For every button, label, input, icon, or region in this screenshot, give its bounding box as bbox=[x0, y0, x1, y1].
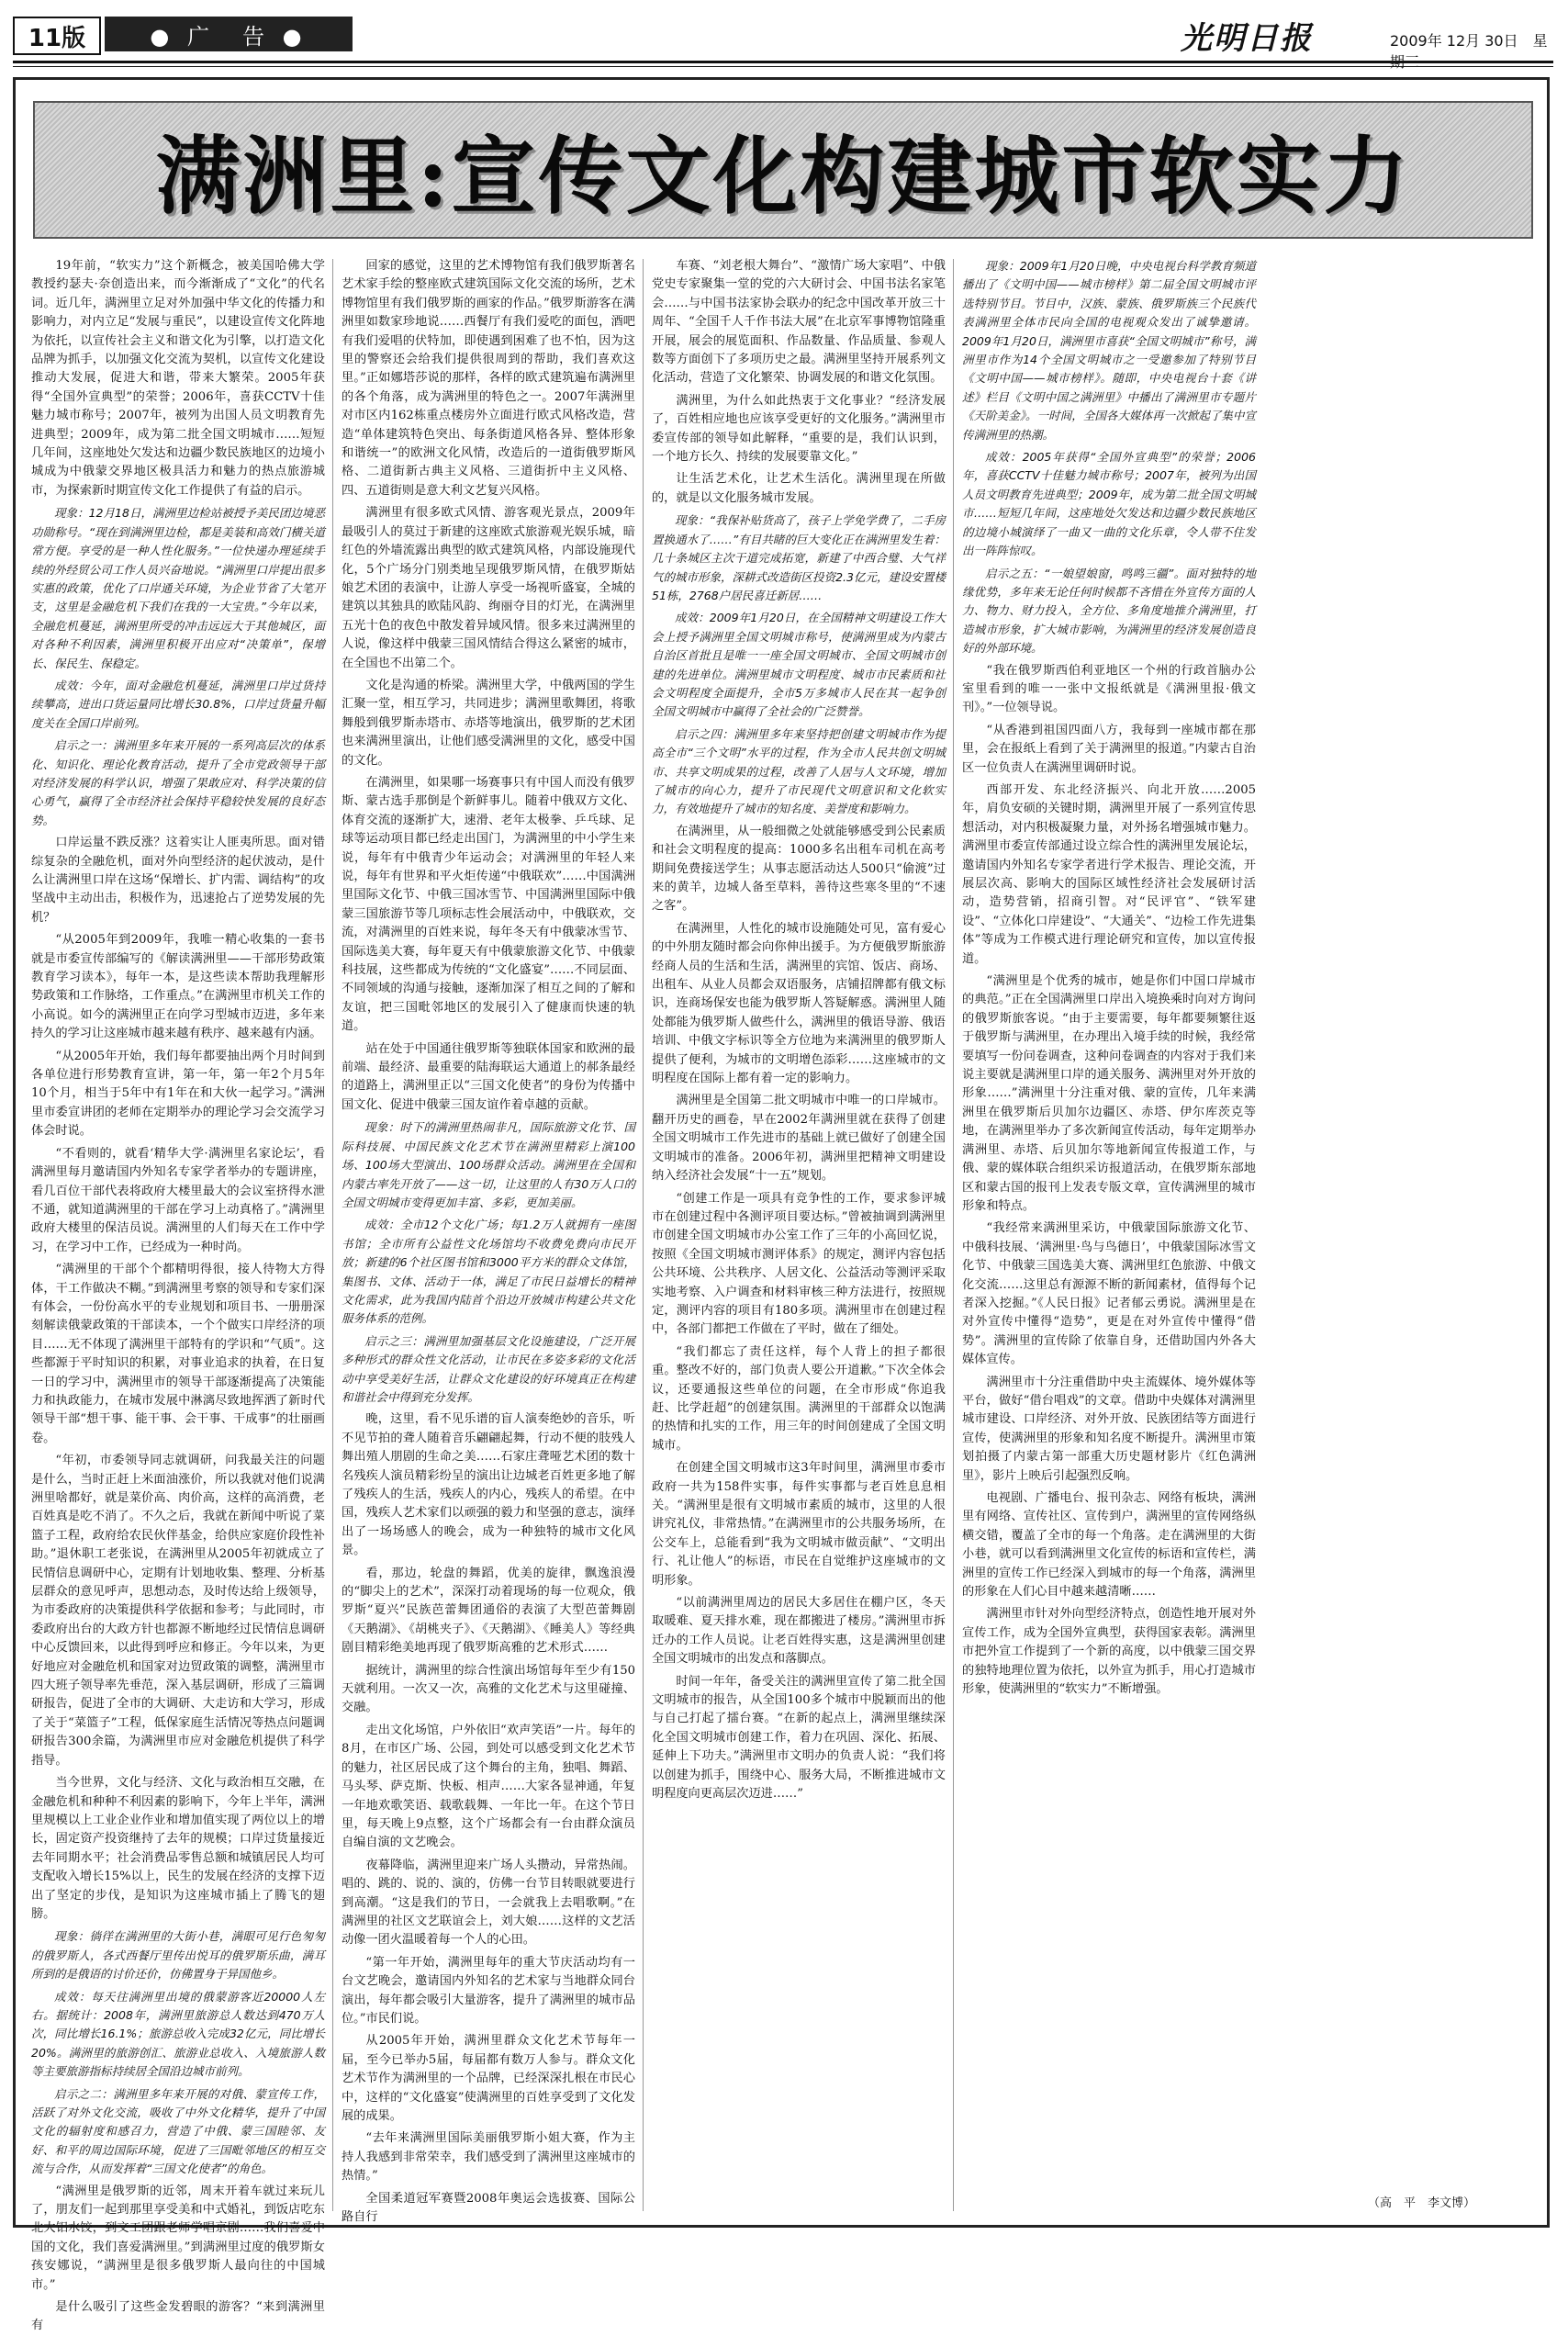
article-paragraph: 从2005年开始，满洲里群众文化艺术节每年一届，至今已举办5届，每届都有数万人参与。群众文化艺术节作为满洲里的一个品牌，已经深深扎根在市民心中，这样的“文化盛宴”使满洲里的百姓享受到了文化发展的成果。 bbox=[342, 2034, 635, 2123]
article-paragraph: 启示之三：满洲里加强基层文化设施建设，广泛开展多种形式的群众性文化活动，让市民在多姿多彩的文化活动中享受美好生活，让群众文化建设的好环境真正在构建和谐社会中得到充分发挥。 bbox=[342, 1333, 635, 1404]
article-paragraph: 满洲里市针对外向型经济特点，创造性地开展对外宣传工作，成为全国外宣典型，获得国家表彰。满洲里市把外宣工作提到了一个新的高度，以中俄蒙三国交界的独特地理位置为依托，以外宣为抓手，用心打造城市形象，使满洲里的“软实力”不断增强。 bbox=[962, 1607, 1256, 1697]
article-paragraph: “创建工作是一项具有竞争性的工作，要求参评城市在创建过程中各测评项目要达标。”曾被抽调到满洲里市创建全国文明城市办公室工作了三年的小高回忆说，按照《全国文明城市测评体系》的规定，测评内容包括公共环境、公共秩序、人居文化、公益活动等测评采取实地考察、入户调查和材料审核三种方法进行，按照规定，测评内容的项目有180多项。满洲里市在创建过程中，各部门都把工作做在了平时，做在了细处。 bbox=[652, 1191, 946, 1337]
article-paragraph: 当今世界，文化与经济、文化与政治相互交融，在金融危机和种种不利因素的影响下，今年上半年，满洲里规模以上工业企业作业和增加值实现了两位以上的增长，固定资产投资继持了去年的规模；口岸过货量接近去年同期水平；社会消费品零售总额和城镇居民人均可支配收入增长15%以上，民生的发展在经济的支撑下迈出了坚定的步伐，是知识为这座城市插上了腾飞的翅膀。 bbox=[31, 1776, 325, 1921]
article-paragraph: “满洲里是个优秀的城市，她是你们中国口岸城市的典范。”正在全国满洲里口岸出入境换乘时向对方询问的俄罗斯旅客说。“由于主要需要，每年都要频繁往返于俄罗斯与满洲里，在办理出入境手续的时候，我经常要填写一份问卷调查，这种问卷调查的内容对于我们来说主要就是满洲里口岸的通关服务、满洲里对外开放的形象……”满洲里十分注重对俄、蒙的宣传，几年来满洲里在俄罗斯后贝加尔边疆区、赤塔、伊尔库茨克等地，在满洲里举办了多次新闻宣传活动，每年定期举办满洲里、赤塔、后贝加尔等地新闻宣传报道工作，与俄、蒙的媒体联合组织采访报道活动，在俄罗斯东部地区和蒙古国的报刊上发表专版文章，宣传满洲里的城市形象和特点。 bbox=[962, 974, 1256, 1213]
article-paragraph: 满洲里是全国第二批文明城市中唯一的口岸城市。翻开历史的画卷，早在2002年满洲里就在获得了创建全国文明城市工作先进市的基础上就已做好了创建全国文明城市的准备。2006年初，满洲里把精神文明建设纳入经济社会发展“十一五”规划。 bbox=[652, 1094, 946, 1184]
article-paragraph: “第一年开始，满洲里每年的重大节庆活动均有一台文艺晚会，邀请国内外知名的艺术家与当地群众同台演出，每年都会吸引大量游客，提升了满洲里的城市品位。”市民们说。 bbox=[342, 1955, 635, 2026]
article-paragraph: 启示之二：满洲里多年来开展的对俄、蒙宣传工作，活跃了对外文化交流，吸收了中外文化精华，提升了中国文化的辐射度和感召力，营造了中俄、蒙三国睦邻、友好、和平的周边国际环境，促进了三国毗邻地区的相互交流与合作，从而发挥着“三国文化使者”的角色。 bbox=[31, 2086, 325, 2176]
article-paragraph: 站在处于中国通往俄罗斯等独联体国家和欧洲的最前端、最经济、最重要的陆海联运大通道上的郝条最经的道路上，满洲里正以“三国文化使者”的身份为传播中国文化、促进中俄蒙三国友谊作着卓越的贡献。 bbox=[342, 1041, 635, 1112]
article-paragraph: 满洲里，为什么如此热衷于文化事业？“经济发展了，百姓相应地也应该享受更好的文化服务。”满洲里市委宣传部的领导如此解释，“重要的是，我们认识到，一个地方长久、持续的发展要靠文化。” bbox=[652, 393, 946, 465]
masthead-logo: 光明日报 bbox=[1181, 20, 1313, 57]
article-paragraph: 启示之一：满洲里多年来开展的一系列高层次的体系化、知识化、理论化教育活动，提升了全市党政领导干部对经济发展的科学认识，增强了果敢应对、科学决策的信心勇气，赢得了全市经济社会保持平稳较快发展的良好态势。 bbox=[31, 738, 325, 827]
article-paragraph: 在满洲里，人性化的城市设施随处可见，富有爱心的中外朋友随时都会向你伸出援手。为方便俄罗斯旅游经商人员的生活和生活，满洲里的宾馆、饭店、商场、出租车、从业人员都会双语服务，店铺招牌都有俄文标识，连商场保安也能为俄罗斯人答疑解惑。满洲里人随处都能为俄罗斯人做些什么，满洲里的俄语导游、俄语培训、中俄文字标识等全方位地为来满洲里的俄罗斯人提供了便利，为城市的文明增色添彩……这座城市的文明程度在国际上都有着一定的影响力。 bbox=[652, 921, 946, 1086]
article-paragraph: 成效：今年，面对金融危机蔓延，满洲里口岸过货持续攀高，进出口货运量同比增长30.8%，口岸过货量升幅度关在全国口岸前列。 bbox=[31, 678, 325, 730]
article-paragraph: 现象：“我保补贴货高了，孩子上学免学费了，二手房置换通水了……”有目共睹的巨大变化正在满洲里发生着：几十条城区主次干道完成拓宽，新建了中西合璧、大气祥气的城市形象，深耕式改造街区投资2.3亿元，建设安置楼51栋，2768户居民喜迁新居…… bbox=[652, 513, 946, 602]
article-paragraph: 启示之五：“一娘望娘窗，鸣鸣三疆”。面对独特的地缘优势，多年来无论任何时候都不吝惜在外宣传方面的人力、物力、财力投入，全方位、多角度地推介满洲里，打造城市形象，扩大城市影响，为满洲里的经济发展创造良好的外部环境。 bbox=[962, 566, 1256, 656]
page-number: 11版 bbox=[13, 17, 101, 55]
article-paragraph: 在创建全国文明城市这3年时间里，满洲里市委市政府一共为158件实事，每件实事都与老百姓息息相关。“满洲里是很有文明城市素质的城市，这里的人很讲究礼仪，非常热情。”在满洲里市的公共服务场所，在公交车上，总能看到“我为文明城市做贡献”、“文明出行、礼让他人”的标语，市民在自觉维护这座城市的文明形象。 bbox=[652, 1461, 946, 1588]
article-column-2 bbox=[342, 257, 635, 2225]
article-column-4 bbox=[962, 257, 1256, 2213]
article-paragraph: “从香港到祖国四面八方，我每到一座城市都在那里，会在报纸上看到了关于满洲里的报道。”内蒙古自治区一位负责人在满洲里调研时说。 bbox=[962, 723, 1256, 775]
article-paragraph: 19年前，“软实力”这个新概念，被美国哈佛大学教授约瑟夫·奈创造出来，而今渐渐成了“文化”的代名词。近几年，满洲里立足对外加强中华文化的传播力和影响力，对内立足“发展与重民”，以建设宣传文化阵地为依托，以宣传社会主义和谐文化为引擎，以打造文化品牌为抓手，以加强文化交流为契机，以宣传文化建设推动大发展，促进大和谐，带来大繁荣。2005年获得“全国外宣典型”的荣誉；2006年，喜获CCTV十佳魅力城市称号；2007年，被列为出国人员文明教育先进典型；2009年，成为第二批全国文明城市……短短几年间，这座地处欠发达和边疆少数民族地区的边境小城成为中俄蒙交界地区极具活力和魅力的热点旅游城市，为探索新时期宣传文化工作提供了有益的启示。 bbox=[31, 259, 325, 498]
article-column-1 bbox=[31, 257, 325, 2333]
article-paragraph: “满洲里的干部个个都精明得很，接人待物大方得体，干工作做决不糊。”到满洲里考察的领导和专家们深有体会，一份份高水平的专业规划和项目书、一册册深刻解读俄蒙政策的干部读本，一个个做实口岸经济的项目……无不体现了满洲里干部特有的学识和“气质”。这些都源于平时知识的积累，对事业追求的执着，在日复一日的学习中，满洲里市的领导干部逐渐提高了决策能力和执政能力，在城市发展中淋漓尽致地挥洒了新时代领导干部“想干事、能干事、会干事、干成事”的壮丽画卷。 bbox=[31, 1263, 325, 1445]
header-rule bbox=[13, 61, 1553, 63]
article-paragraph: “年初，市委领导同志就调研，问我最关注的问题是什么，当时正赶上米面油涨价，所以我就对他们说满洲里啥都好，就是菜价高、肉价高，这样的高消费，老百姓真是吃不消了。不久之后，我就在新闻中听说了菜篮子工程，政府给农民伙伴基金，给供应家庭价段性补助。”退休职工老张说，在满洲里从2005年初就成立了民情信息调研中心，定期有计划地收集、整理、分析基层群众的意见呼声，思想动态，及时传达给上级领导，为市委政府的决策提供科学依据和参考；与此同时，市委政府出台的大政方针也都源不断地经过民情信息调研中心反馈回来，以此得到呼应和修正。今年以来，为更好地应对金融危机和国家对边贸政策的调整，满洲里市四大班子领导率先垂范，深入基层调研，形成了三篇调研报告，促进了全市的大调研、大走访和大学习，形成了关于“菜篮子”工程，低保家庭生活情况等热点问题调研报告300余篇，为满洲里市应对金融危机提供了科学指导。 bbox=[31, 1454, 325, 1768]
article-paragraph: “去年来满洲里国际美丽俄罗斯小姐大赛，作为主持人我感到非常荣幸，我们感受到了满洲里这座城市的热情。” bbox=[342, 2131, 635, 2184]
article-paragraph: 现象：2009年1月20日晚，中央电视台科学教育频道播出了《文明中国——城市榜样》第二届全国文明城市评选特别节目。节目中，汉族、蒙族、俄罗斯族三个民族代表满洲里全体市民向全国的电视观众发出了诚挚邀请。2009年1月20日，满洲里市喜获“全国文明城市”称号，满洲里市作为14个全国文明城市之一受邀参加了特别节目《文明中国——城市榜样》。随即，中央电视台十套《讲述》栏目《文明中国之满洲里》中播出了满洲里市专题片《天阶美金》。一时间，全国各大媒体再一次掀起了集中宣传满洲里的热潮。 bbox=[962, 259, 1256, 442]
column-divider bbox=[643, 259, 644, 2211]
article-paragraph: 成效：全市12个文化广场；每1.2万人就拥有一座图书馆；全市所有公益性文化场馆均不收费免费向市民开放；新建的6个社区图书馆和3000平方米的群众文体馆，集图书、文体、活动于一体，满足了市民日益增长的精神文化需求，此为我国内陆首个沿边开放城市构建公共文化服务体系的范例。 bbox=[342, 1218, 635, 1326]
article-paragraph: “满洲里是俄罗斯的近邻，周末开着车就过来玩儿了，朋友们一起到那里享受美和中式婚礼，到饭店吃东北大铝水饺，到文工团跟老师学唱京剧……我们喜爱中国的文化，我们喜爱满洲里。”到满洲里过度的俄罗斯女孩安娜说，“满洲里是很多俄罗斯人最向往的中国城市。” bbox=[31, 2184, 325, 2292]
article-paragraph: 文化是沟通的桥梁。满洲里大学，中俄两国的学生汇聚一堂，相互学习，共同进步；满洲里歌舞团，将歌舞般到俄罗斯赤塔市、赤塔等地演出，俄罗斯的艺术团也来满洲里演出，让他们感受满洲里的文化，感受中国的文化。 bbox=[342, 678, 635, 768]
article-paragraph: “从2005年开始，我们每年都要抽出两个月时间到各单位进行形势教育宣讲，第一年，第一年2个月5年10个月，相当于5年中有1年在和大伙一起学习。”满洲里市委宣讲团的老师在定期举办的理论学习会交流学习体会时说。 bbox=[31, 1049, 325, 1139]
article-paragraph: 车赛、“刘老根大舞台”、“激情广场大家唱”、中俄党史专家聚集一堂的党的六大研讨会、中国书法名家笔会……与中国书法家协会联办的纪念中国改革开放三十周年、“全国千人千作书法大展”在北京军事博物馆隆重开展，展会的展览面积、作品数量、作品质量、参观人数等方面创下了多项历史之最。满洲里坚持开展系列文化活动，营造了文化繁荣、协调发展的和谐文化氛围。 bbox=[652, 259, 946, 386]
article-column-3 bbox=[652, 257, 946, 2213]
article-paragraph: “不看则的，就看‘精华大学·满洲里名家论坛’，看满洲里每月邀请国内外知名专家学者举办的专题讲座，看几百位干部代表将政府大楼里最大的会议室挤得水泄不通，就知道满洲里的干部在学习上动真格了。”满洲里政府大楼里的保洁员说。满洲里的人们每天在工作中学习，在学习中工作，已经成为一种时尚。 bbox=[31, 1146, 325, 1254]
article-paragraph: 口岸运量不跌反涨？这着实让人匪夷所思。面对错综复杂的全融危机，面对外向型经济的起伏波动，是什么让满洲里口岸在这场“保增长、扩内需、调结构”的攻坚战中主动出击，积极作为，迅速抢占了逆势发展的先机？ bbox=[31, 836, 325, 925]
article-paragraph: “我在俄罗斯西伯利亚地区一个州的行政首脑办公室里看到的唯一一张中文报纸就是《满洲里报·俄文刊》。”一位领导说。 bbox=[962, 663, 1256, 715]
section-label: ● 广 告 ● bbox=[105, 17, 353, 51]
article-paragraph: 成效：每天往满洲里出境的俄蒙游客近20000人左右。据统计：2008年，满洲里旅游总人数达到470万人次，同比增长16.1%；旅游总收入完成32亿元，同比增长20%。满洲里的旅游创汇、旅游业总收入、入境旅游人数等主要旅游指标持续居全国沿边城市前列。 bbox=[31, 1989, 325, 2079]
article-paragraph: 在满洲里，如果哪一场赛事只有中国人而没有俄罗斯、蒙古选手那倒是个新鲜事儿。随着中俄双方文化、体育交流的逐渐扩大，速滑、老年太极拳、乒乓球、足球等运动项目都已经走出国门，为满洲里的中小学生来说，每年有中俄青少年运动会；对满洲里的年轻人来说，每年有世界和平火炬传递“中俄联欢”……中国满洲里国际文化节、中俄三国冰雪节、中国满洲里国际中俄蒙三国旅游节等几项标志性会展活动中，中俄联欢，交流，对满洲里的百姓来说，每年冬天有中俄蒙冰雪节、国际选美大赛，每年夏天有中俄蒙旅游文化节、中俄蒙科技展，这些都成为传统的“文化盛宴”……不同层面、不同领域的沟通与接触，逐渐加深了相互之间的了解和友谊，把三国毗邻地区的发展引入了健康而快速的轨道。 bbox=[342, 775, 635, 1034]
article-paragraph: 走出文化场馆，户外依旧“欢声笑语”一片。每年的8月，在市区广场、公园，到处可以感受到文化艺术节的魅力，社区居民成了这个舞台的主角，独唱、舞蹈、马头琴、萨克斯、快板、相声……大家各显神通，年复一年地欢歌笑语、载歌载舞、一年比一年。在这个节日里，每天晚上9点整，这个广场都会有一台由群众演员自编自演的文艺晚会。 bbox=[342, 1723, 635, 1850]
article-paragraph: 满洲里市十分注重借助中央主流媒体、境外媒体等平台，做好“借台唱戏”的文章。借助中央媒体对满洲里城市建设、口岸经济、对外开放、民族团结等方面进行宣传，使满洲里的形象和知名度不断提升。满洲里市策划拍摄了内蒙古第一部重大历史题材影片《红色满洲里》，影片上映后引起强烈反响。 bbox=[962, 1375, 1256, 1483]
article-paragraph: 启示之四：满洲里多年来坚持把创建文明城市作为提高全市“三个文明”水平的过程，作为全市人民共创文明城市、共享文明成果的过程，改善了人居与人文环境，增加了城市的向心力，提升了市民现代文明意识和文化软实力，有效地提升了城市的知名度、美誉度和影响力。 bbox=[652, 726, 946, 816]
byline: （高 平 李文博） bbox=[1368, 2196, 1476, 2210]
article-paragraph: 晚，这里，看不见乐谱的盲人演奏绝妙的音乐，听不见节拍的聋人随着音乐翩翩起舞，行动不便的肢残人舞出殖人朋剧的生命之美……石家庄聋哑艺术团的数十名残疾人演员精彩纷呈的演出让边城老百姓更多地了解了残疾人的生活，残疾人的内心，残疾人的希望。在中国，残疾人艺术家们以顽强的毅力和坚强的意志，演绎出了一场场感人的晚会，成为一种独特的城市文化风景。 bbox=[342, 1412, 635, 1558]
article-paragraph: 电视剧、广播电台、报刊杂志、网络有板块，满洲里有网络、宣传社区、宣传到户，满洲里的宣传网络纵横交错，覆盖了全市的每一个角落。走在满洲里的大街小巷，就可以看到满洲里文化宣传的标语和宣传栏，满洲里的宣传工作已经深入到城市的每一个角落，满洲里的形象在人们心目中越来越清晰…… bbox=[962, 1491, 1256, 1600]
article-paragraph: “从2005年到2009年，我唯一精心收集的一套书就是市委宣传部编写的《解读满洲里——干部形势政策教育学习读本》，每年一本，是这些读本帮助我理解形势政策和工作脉络，工作重点。”在满洲里市机关工作的小高说。如今的满洲里正在向学习型城市迈进，多年来持久的学习让这座城市越来越有秩序、越来越有内涵。 bbox=[31, 933, 325, 1041]
column-divider bbox=[953, 259, 954, 2211]
article-paragraph: 是什么吸引了这些金发碧眼的游客？“来到满洲里有 bbox=[31, 2300, 325, 2333]
article-paragraph: 看，那边，轮盘的舞蹈，优美的旋律，飘逸浪漫的“脚尖上的艺术”，深深打动着现场的每一位观众，俄罗斯“夏兴”民族芭蕾舞团通俗的表演了大型芭蕾舞剧《天鹅湖》、《胡桃夹子》、《天鹅湖》、《睡美人》等经典剧目精彩绝美地再现了俄罗斯高雅的艺术形式…… bbox=[342, 1566, 635, 1656]
article-paragraph: “以前满洲里周边的居民大多居住在棚户区，冬天取暖难、夏天排水难，现在都搬进了楼房。”满洲里市拆迁办的工作人员说。让老百姓得实惠，这是满洲里创建全国文明城市的出发点和落脚点。 bbox=[652, 1596, 946, 1667]
article-paragraph: 在满洲里，从一般细微之处就能够感受到公民素质和社会文明程度的提高：1000多名出租车司机在高考期间免费接送学生；从事志愿活动达人500只“偷渡”过来的黄羊，边城人备至草料，善待这些寒冬里的“不速之客”。 bbox=[652, 824, 946, 914]
article-paragraph: 西部开发、东北经济振兴、向北开放……2005年，肩负安硕的关键时期，满洲里开展了一系列宣传思想活动，对内积极凝聚力量，对外扬名增强城市魅力。满洲里市委宣传部通过设立综合性的满洲里发展论坛，邀请国内外知名专家学者进行学术报告、理论交流，开展层次高、影响大的国际区域性经济社会发展研讨活动，造势营销，招商引智。对“民评官”、“铁军建设”、“立体化口岸建设”、“大通关”、“边检工作先进集体”等成为工作模式进行理论研究和宣传，加以宣传报道。 bbox=[962, 782, 1256, 966]
article-paragraph: 让生活艺术化，让艺术生活化。满洲里现在所做的，就是以文化服务城市发展。 bbox=[652, 472, 946, 505]
article-paragraph: 满洲里有很多欧式风情、游客观光景点，2009年最吸引人的莫过于新建的这座欧式旅游观光娱乐城，暗红色的外墙流露出典型的欧式建筑风格，内部设施现代化，5个广场分门别类地呈现俄罗斯风情，在俄罗斯姑娘艺术团的表演中，让游人享受一场视听盛宴，全城的建筑以其独具的欧陆风韵、绚丽夺目的灯光，在满洲里五光十色的夜色中散发着异域风情。很多来过满洲里的人说，像这样中俄蒙三国风情结合得这么紧密的城市，在全国也不出第二个。 bbox=[342, 506, 635, 670]
article-paragraph: 现象：时下的满洲里热闹非凡，国际旅游文化节、国际科技展、中国民族文化艺术节在满洲里精彩上演100场、100场大型演出、100场群众活动。满洲里在全国和内蒙古率先开放了——这一切，让这里的人有30万人口的全国文明城市变得更加丰富、多彩，更加美丽。 bbox=[342, 1120, 635, 1209]
article-paragraph: “我经常来满洲里采访，中俄蒙国际旅游文化节、中俄科技展、‘满洲里·鸟与鸟德日’，中俄蒙国际冰雪文化节、中俄蒙三国选美大赛、满洲里红色旅游、中俄文化交流……这里总有源源不断的新闻素材，值得每个记者深入挖掘。”《人民日报》记者郁云勇说。满洲里是在对外宣传中懂得“造势”，更是在对外宣传中懂得“借势”。满洲里的宣传除了依靠自身，还借助国内外各大媒体宣传。 bbox=[962, 1221, 1256, 1367]
article-paragraph: 现象：12月18日，满洲里边检站被授予美民团边境恶功勋称号。“现在到满洲里边检，都是美装和高效门横关道常方便。享受的是一种人性化服务。”一位快递办理延续手续的外经贸公司工作人员兴奋地说。“满洲里口岸提出很多实惠的政策，优化了口岸通关环境，为企业节省了大笔开支，这里是金融危机下我们在我的一大宝贵。”今年以来，全融危机蔓延，满洲里所受的冲击远远大于其他城区，面对各种不利因素，满洲里积极开出应对“决策单”，保增长、保民生、保稳定。 bbox=[31, 506, 325, 670]
article-paragraph: “我们都忘了责任这样，每个人背上的担子都很重。整改不好的，部门负责人要公开道歉。”下次全体会议，还要通报这些单位的问题，在全市形成“你追我赶、比学赶超”的创建氛围。满洲里的干部群众以饱满的热情和扎实的工作，用三年的时间创建成了全国文明城市。 bbox=[652, 1344, 946, 1453]
article-paragraph: 回家的感觉，这里的艺术博物馆有我们俄罗斯著名艺术家手绘的整座欧式建筑国际文化交流的场所，艺术博物馆里有我们俄罗斯的画家的作品。”俄罗斯游客在满洲里如数家珍地说……西餐厅有我们爱吃的面包，酒吧有我们爱唱的伏特加，即使遇到困难了也不怕，因为这里的警察还会给我们提供很周到的帮助，我们喜欢这里。”正如娜塔莎说的那样，各样的欧式建筑遍布满洲里的各个角落，成为满洲里的特色之一。2007年满洲里对市区内162栋重点楼房外立面进行欧式风格改造，营造“单体建筑特色突出、每条街道风格各异、整体形象和谐统一”的欧洲文化风情，改造后的一道街俄罗斯风格、二道街新古典主义风格、三道街折中主义风格、四、五道街则是意大利文艺复兴风格。 bbox=[342, 259, 635, 498]
article-paragraph: 成效：2005年获得“全国外宣典型”的荣誉；2006年，喜获CCTV十佳魅力城市称号；2007年，被列为出国人员文明教育先进典型；2009年，成为第二批全国文明城市……短短几年间，这座地处欠发达和边疆少数民族地区的边境小城演绎了一曲又一曲的文化乐章，令人带不住发出一阵阵惊叹。 bbox=[962, 450, 1256, 558]
headline: 满洲里:宣传文化构建城市软实力 bbox=[155, 127, 1411, 226]
article-paragraph: 时间一年年，备受关注的满洲里宣传了第二批全国文明城市的报告，从全国100多个城市中脱颖而出的他与自己打起了擂台赛。“在新的起点上，满洲里继续深化全国文明城市创建工作，着力在巩固、深化、拓展、延伸上下功夫。”满洲里市文明办的负责人说：“我们将以创建为抓手，围绕中心、服务大局，不断推进城市文明程度向更高层次迈进……” bbox=[652, 1674, 946, 1802]
article-paragraph: 据统计，满洲里的综合性演出场馆每年至少有150天就利用。一次又一次，高雅的文化艺术与这里碰撞、交融。 bbox=[342, 1663, 635, 1715]
column-divider bbox=[332, 259, 333, 2211]
article-paragraph: 现象：徜徉在满洲里的大街小巷，满眼可见行色匆匆的俄罗斯人，各式西餐厅里传出悦耳的俄罗斯乐曲，满耳所到的是俄语的讨价还价，仿佛置身于异国他乡。 bbox=[31, 1929, 325, 1982]
article-paragraph: 成效：2009年1月20日，在全国精神文明建设工作大会上授予满洲里全国文明城市称号，使满洲里成为内蒙古自治区首批且是唯一一座全国文明城市、全国文明城市创建的先进单位。满洲里城市文明程度、城市市民素质和社会文明程度全面提升，全市5万多城市人民在其一起争创全国文明城市中赢得了全社会的广泛赞誉。 bbox=[652, 611, 946, 719]
article-paragraph: 全国柔道冠军赛暨2008年奥运会选拔赛、国际公路自行 bbox=[342, 2191, 635, 2225]
article-paragraph: 夜幕降临，满洲里迎来广场人头攒动，异常热闹。唱的、跳的、说的、演的，仿佛一台节目转眼就要进行到高潮。“这是我们的节日，一会就我上去唱歌啊。”在满洲里的社区文艺联谊会上，刘大娘……这样的文艺活动像一团火温暖着每一个人的心田。 bbox=[342, 1858, 635, 1948]
issue-date: 2009年 12月 30日 星 bbox=[1390, 32, 1548, 50]
page-header bbox=[13, 13, 1553, 57]
header-rule-thin bbox=[13, 66, 1553, 67]
